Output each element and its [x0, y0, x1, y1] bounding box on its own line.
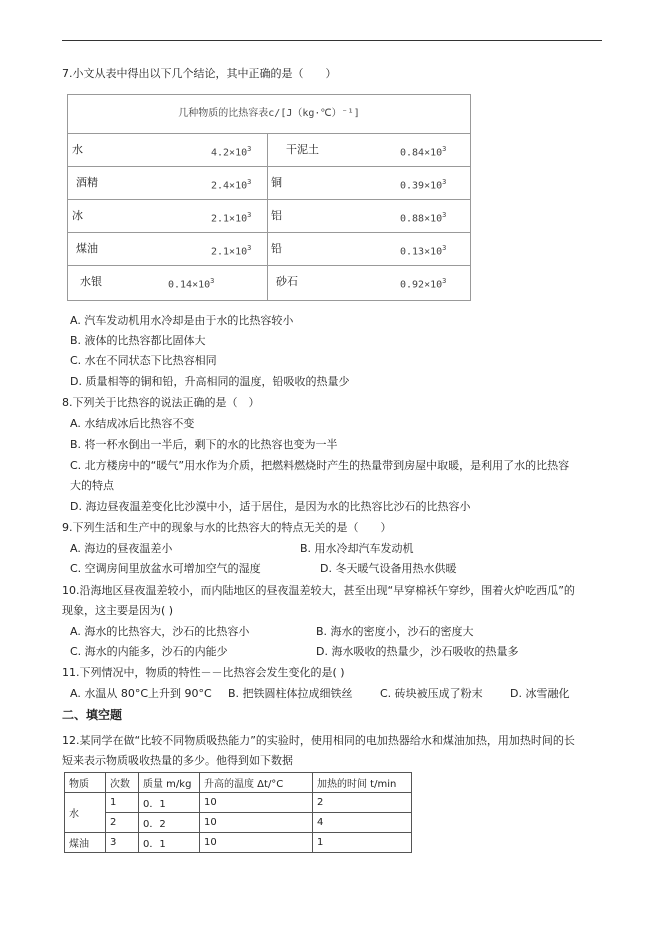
q7-option-a: A. 汽车发动机用水冷却是由于水的比热容较小 — [70, 314, 294, 327]
substance-name: 水银 — [80, 275, 102, 288]
heating-time-value: 4 — [313, 813, 412, 833]
q7-option-c: C. 水在不同状态下比热容相同 — [70, 354, 217, 367]
q7-stem: 7.小文从表中得出以下几个结论，其中正确的是（ ） — [62, 67, 337, 80]
q12-stem-cont: 短来表示物质吸收热量的多少。他得到如下数据 — [62, 754, 293, 767]
substance-value: $0.88\times 10^3$ — [400, 211, 447, 225]
trial-number: 3 — [106, 833, 139, 853]
substance-name: 砂石 — [276, 275, 298, 288]
substance-name: 酒精 — [76, 176, 98, 189]
q10-option-d: D. 海水吸收的热量少，沙石吸收的热量多 — [316, 645, 519, 658]
q9-option-d: D. 冬天暖气设备用热水供暖 — [320, 562, 457, 575]
q12-stem: 12.某同学在做“比较不同物质吸热能力”的实验时，使用相同的电加热器给水和煤油加热，用加热时间的长 — [62, 734, 575, 747]
q8-option-d: D. 海边昼夜温差变化比沙漠中小，适于居住，是因为水的比热容比沙石的比热容小 — [70, 500, 471, 513]
substance-name: 铜 — [271, 176, 282, 189]
substance-name: 干泥土 — [286, 143, 319, 156]
table-row — [65, 833, 412, 853]
q7-option-d: D. 质量相等的铜和铅，升高相同的温度，铅吸收的热量少 — [70, 375, 350, 388]
q9-option-c: C. 空调房间里放盆水可增加空气的湿度 — [70, 562, 261, 575]
heating-time-value: 2 — [313, 793, 412, 813]
column-header: 升高的温度 Δt/°C — [200, 773, 313, 793]
q10-stem-cont: 现象，这主要是因为( ) — [62, 604, 174, 617]
substance-water: 水 — [65, 793, 106, 833]
substance-name: 冰 — [72, 209, 83, 222]
mass-value: 0．2 — [139, 813, 200, 833]
specific-heat-table-title: 几种物质的比热容表c/[J（kg·℃）⁻¹] — [68, 95, 470, 134]
q8-option-c-cont: 大的特点 — [70, 479, 114, 492]
q8-stem: 8.下列关于比热容的说法正确的是（ ） — [62, 396, 260, 409]
table-row — [68, 166, 470, 200]
table-row — [68, 133, 470, 167]
temp-rise-value: 10 — [200, 793, 313, 813]
q11-stem: 11.下列情况中，物质的特性－－比热容会发生变化的是( ) — [62, 666, 345, 679]
substance-name: 煤油 — [76, 242, 98, 255]
table-row — [68, 232, 470, 266]
mass-value: 0．1 — [139, 833, 200, 853]
substance-kerosene: 煤油 — [65, 833, 106, 853]
substance-name: 铅 — [271, 242, 282, 255]
substance-value: $2.4\times 10^3$ — [211, 178, 252, 192]
experiment-data-table — [64, 772, 412, 853]
substance-value: $0.14\times 10^3$ — [168, 277, 215, 291]
substance-name: 铝 — [271, 209, 282, 222]
table-header-row — [65, 773, 412, 793]
table-row — [65, 813, 412, 833]
q9-option-a: A. 海边的昼夜温差小 — [70, 542, 173, 555]
q10-option-c: C. 海水的内能多，沙石的内能少 — [70, 645, 228, 658]
substance-name: 水 — [72, 143, 83, 156]
q8-option-c: C. 北方楼房中的“暖气”用水作为介质，把燃料燃烧时产生的热量带到房屋中取暖，是利用了水的比热容 — [70, 459, 570, 472]
trial-number: 2 — [106, 813, 139, 833]
table-row — [68, 265, 470, 298]
substance-value: $2.1\times 10^3$ — [211, 211, 252, 225]
q11-option-d: D. 冰雪融化 — [510, 687, 570, 700]
heating-time-value: 1 — [313, 833, 412, 853]
temp-rise-value: 10 — [200, 833, 313, 853]
q8-option-b: B. 将一杯水倒出一半后，剩下的水的比热容也变为一半 — [70, 438, 338, 451]
column-header: 加热的时间 t/min — [313, 773, 412, 793]
q10-option-b: B. 海水的密度小，沙石的密度大 — [316, 625, 474, 638]
temp-rise-value: 10 — [200, 813, 313, 833]
header-rule — [62, 40, 602, 41]
trial-number: 1 — [106, 793, 139, 813]
column-header: 质量 m/kg — [139, 773, 200, 793]
specific-heat-table — [67, 94, 471, 301]
q10-option-a: A. 海水的比热容大，沙石的比热容小 — [70, 625, 250, 638]
substance-value: $0.84\times 10^3$ — [400, 145, 447, 159]
substance-value: $2.1\times 10^3$ — [211, 244, 252, 258]
q8-option-a: A. 水结成冰后比热容不变 — [70, 417, 195, 430]
substance-value: $4.2\times 10^3$ — [211, 145, 252, 159]
q9-option-b: B. 用水冷却汽车发动机 — [300, 542, 414, 555]
table-row — [65, 793, 412, 813]
q9-stem: 9.下列生活和生产中的现象与水的比热容大的特点无关的是（ ） — [62, 521, 392, 534]
q10-stem: 10.沿海地区昼夜温差较小，而内陆地区的昼夜温差较大，甚至出现“早穿棉袄午穿纱，围着火炉吃西瓜”的 — [62, 584, 575, 597]
substance-value: $0.13\times 10^3$ — [400, 244, 447, 258]
q7-option-b: B. 液体的比热容都比固体大 — [70, 334, 206, 347]
q11-option-b: B. 把铁圆柱体拉成细铁丝 — [228, 687, 353, 700]
table-row — [68, 199, 470, 233]
mass-value: 0．1 — [139, 793, 200, 813]
column-header: 次数 — [106, 773, 139, 793]
substance-value: $0.92\times 10^3$ — [400, 277, 447, 291]
q11-option-a: A. 水温从 80°C上升到 90°C — [70, 687, 212, 700]
substance-value: $0.39\times 10^3$ — [400, 178, 447, 192]
column-header: 物质 — [65, 773, 106, 793]
q11-option-c: C. 砖块被压成了粉末 — [380, 687, 483, 700]
section-title: 二、填空题 — [62, 708, 123, 722]
